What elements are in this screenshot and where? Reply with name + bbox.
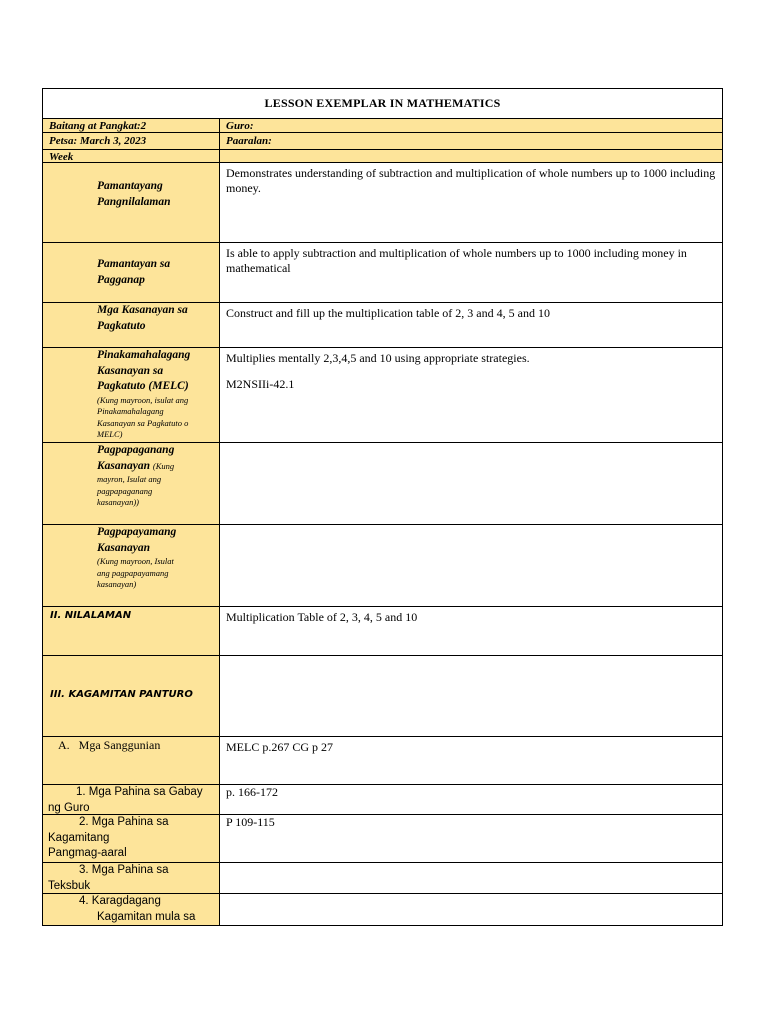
kagamitan-value [219, 655, 722, 736]
baitang-cell: Baitang at Pangkat:2 [43, 118, 219, 132]
guro-cell: Guro: [219, 118, 722, 132]
teksbuk-label: 3. Mga Pahina sa Teksbuk [43, 862, 219, 893]
gabay-label: 1. Mga Pahina sa Gabay ng Guro [43, 784, 219, 814]
kagamitang-label: 2. Mga Pahina sa Kagamitang Pangmag-aaral [43, 814, 219, 862]
week-cell: Week [43, 149, 219, 162]
kagamitang-value: P 109-115 [219, 814, 722, 862]
paaralan-cell: Paaralan: [219, 132, 722, 149]
karagdagang-value [219, 893, 722, 925]
pagganap-value: Is able to apply subtraction and multiplication of whole numbers up to 1000 including money in mathematical [219, 242, 722, 302]
sanggunian-label: A. Mga Sanggunian [43, 736, 219, 784]
kagamitan-label: III. KAGAMITAN PANTURO [43, 655, 219, 736]
nilalaman-label: II. NILALAMAN [43, 606, 219, 655]
petsa-cell: Petsa: March 3, 2023 [43, 132, 219, 149]
pamantayang-label: Pamantayang Pangnilalaman [43, 162, 219, 242]
pagpapayamang-label: Pagpapayamang Kasanayan (Kung mayroon, Isulat ang pagpapayamang kasanayan) [43, 524, 219, 606]
pagpapayamang-value [219, 524, 722, 606]
kasanayan-value: Construct and fill up the multiplication table of 2, 3 and 4, 5 and 10 [219, 302, 722, 347]
document-title: LESSON EXEMPLAR IN MATHEMATICS [264, 96, 501, 110]
pagpapaganang-value [219, 442, 722, 524]
pagpapaganang-label: Pagpapaganang Kasanayan (Kung mayron, Isulat ang pagpapaganang kasanayan)) [43, 442, 219, 524]
karagdagang-label: 4. Karagdagang Kagamitan mula sa [43, 893, 219, 925]
week-value-cell [219, 149, 722, 162]
nilalaman-value: Multiplication Table of 2, 3, 4, 5 and 10 [219, 606, 722, 655]
pagganap-label: Pamantayan sa Pagganap [43, 242, 219, 302]
kasanayan-label: Mga Kasanayan sa Pagkatuto [43, 302, 219, 347]
gabay-value: p. 166-172 [219, 784, 722, 814]
melc-value: Multiplies mentally 2,3,4,5 and 10 using appropriate strategies. M2NSIIi-42.1 [219, 347, 722, 442]
pamantayang-value: Demonstrates understanding of subtraction and multiplication of whole numbers up to 1000 including money. [219, 162, 722, 242]
sanggunian-value: MELC p.267 CG p 27 [219, 736, 722, 784]
melc-label: Pinakamahalagang Kasanayan sa Pagkatuto (MELC) (Kung mayroon, isulat ang Pinakamahalagang Kasanayan sa Pagkatuto o MELC) [43, 347, 219, 442]
teksbuk-value [219, 862, 722, 893]
